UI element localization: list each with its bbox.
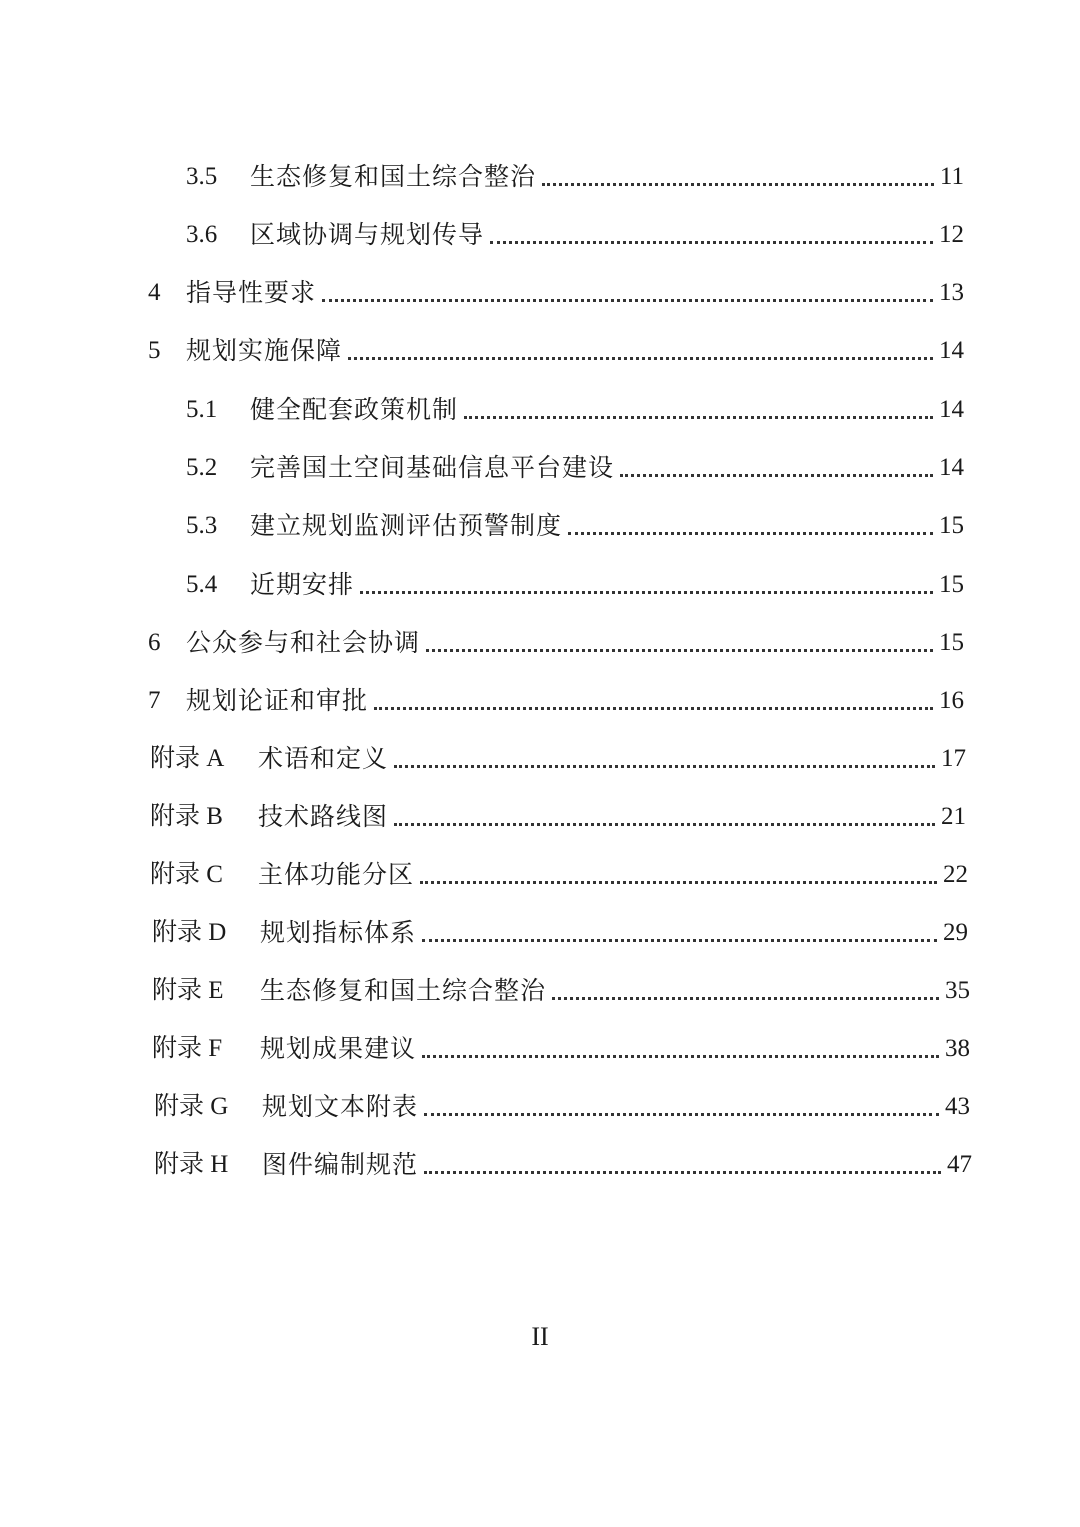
toc-entry-page: 35 — [945, 977, 970, 1004]
toc-entry-title: 完善国土空间基础信息平台建设 — [250, 453, 615, 482]
toc-entry-title: 技术路线图 — [258, 802, 389, 831]
toc-entry-title: 近期安排 — [250, 570, 355, 599]
toc-entry[interactable] — [148, 618, 964, 658]
toc-entry-number: 5.2 — [186, 454, 218, 481]
toc-entry-title: 规划论证和审批 — [186, 686, 369, 715]
toc-entry-page: 13 — [939, 279, 964, 306]
dot-leader — [424, 1112, 939, 1116]
toc-entry-title: 健全配套政策机制 — [250, 395, 459, 424]
dot-leader — [568, 531, 933, 535]
toc-entry-number: 附录 F — [152, 1035, 223, 1062]
dot-leader — [394, 764, 935, 768]
dot-leader — [542, 182, 934, 186]
toc-entry-page: 14 — [939, 396, 964, 423]
dot-leader — [620, 473, 933, 477]
dot-leader — [394, 822, 935, 826]
toc-entry-page: 12 — [939, 221, 964, 248]
toc-entry-number: 附录 D — [152, 919, 227, 946]
toc-entry-title: 规划成果建议 — [260, 1034, 417, 1063]
toc-entry[interactable] — [148, 268, 964, 308]
toc-entry[interactable] — [186, 443, 964, 483]
toc-entry-page: 16 — [939, 687, 964, 714]
toc-entry-number: 6 — [148, 629, 161, 656]
toc-entry-page: 15 — [939, 512, 964, 539]
dot-leader — [420, 880, 937, 884]
toc-entry-number: 7 — [148, 687, 161, 714]
toc-entry-title: 术语和定义 — [258, 744, 389, 773]
toc-entry-page: 14 — [939, 337, 964, 364]
toc-entry[interactable] — [150, 792, 966, 832]
toc-entry-title: 建立规划监测评估预警制度 — [250, 511, 563, 540]
dot-leader — [424, 1170, 941, 1174]
toc-entry-page: 15 — [939, 571, 964, 598]
dot-leader — [422, 938, 937, 942]
toc-entry-title: 生态修复和国土综合整治 — [250, 162, 537, 191]
toc-entry-number: 附录 B — [150, 803, 223, 830]
toc-entry-page: 17 — [941, 745, 966, 772]
toc-entry-title: 公众参与和社会协调 — [186, 628, 421, 657]
toc-entry-number: 附录 C — [150, 861, 223, 888]
toc-entry-title: 主体功能分区 — [258, 860, 415, 889]
dot-leader — [374, 706, 933, 710]
toc-entry[interactable] — [150, 850, 968, 890]
toc-entry-page: 11 — [939, 163, 964, 190]
toc-entry-page: 43 — [945, 1093, 970, 1120]
toc-entry-number: 附录 G — [154, 1093, 229, 1120]
toc-entry-number: 附录 E — [152, 977, 224, 1004]
toc-entry[interactable] — [154, 1082, 970, 1122]
dot-leader — [348, 356, 933, 360]
toc-entry-number: 5.3 — [186, 512, 218, 539]
toc-entry-number: 3.5 — [186, 163, 218, 190]
dot-leader — [322, 298, 933, 302]
toc-entry[interactable] — [152, 908, 968, 948]
toc-entry[interactable] — [148, 676, 964, 716]
toc-entry-number: 附录 H — [154, 1151, 229, 1178]
toc-entry-number: 5 — [148, 337, 161, 364]
toc-entry-page: 14 — [939, 454, 964, 481]
toc-entry[interactable] — [152, 1024, 970, 1064]
dot-leader — [426, 648, 933, 652]
dot-leader — [552, 996, 939, 1000]
toc-entry-title: 区域协调与规划传导 — [250, 220, 485, 249]
toc-entry-page: 15 — [939, 629, 964, 656]
toc-entry-number: 附录 A — [150, 745, 225, 772]
toc-entry-number: 4 — [148, 279, 161, 306]
toc-entry[interactable] — [186, 210, 964, 250]
toc-entry-page: 29 — [943, 919, 968, 946]
toc-entry-title: 图件编制规范 — [262, 1150, 419, 1179]
toc-entry[interactable] — [186, 385, 964, 425]
toc-entry[interactable] — [148, 326, 964, 366]
toc-entry-number: 5.1 — [186, 396, 218, 423]
toc-entry-page: 38 — [945, 1035, 970, 1062]
dot-leader — [360, 590, 933, 594]
toc-entry-number: 3.6 — [186, 221, 218, 248]
toc-entry[interactable] — [152, 966, 970, 1006]
dot-leader — [490, 240, 933, 244]
toc-entry-title: 规划文本附表 — [262, 1092, 419, 1121]
toc-entry-number: 5.4 — [186, 571, 218, 598]
toc-entry-title: 规划指标体系 — [260, 918, 417, 947]
toc-entry-page: 21 — [941, 803, 966, 830]
toc-entry[interactable] — [186, 152, 964, 192]
toc-entry-title: 规划实施保障 — [186, 336, 343, 365]
toc-entry[interactable] — [154, 1140, 972, 1180]
page-number: II — [531, 1322, 549, 1351]
toc-entry[interactable] — [186, 501, 964, 541]
dot-leader — [464, 415, 933, 419]
toc-entry-page: 22 — [943, 861, 968, 888]
toc-entry[interactable] — [150, 734, 966, 774]
toc-entry-title: 生态修复和国土综合整治 — [260, 976, 547, 1005]
dot-leader — [422, 1054, 939, 1058]
toc-entry[interactable] — [186, 560, 964, 600]
toc-entry-page: 47 — [947, 1151, 972, 1178]
toc-entry-title: 指导性要求 — [186, 278, 317, 307]
